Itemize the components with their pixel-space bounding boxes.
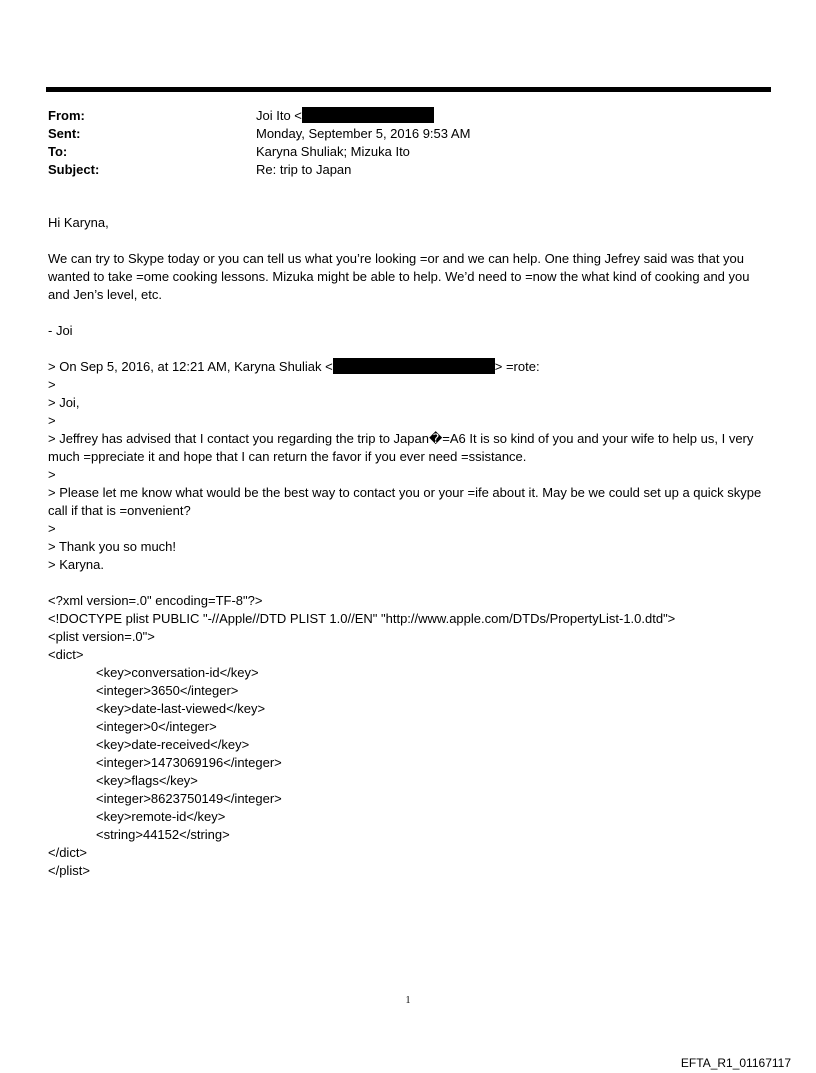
quote-line: > Karyna. xyxy=(48,557,105,572)
plist-line: <key>date-last-viewed</key> xyxy=(96,701,266,716)
plist-line: <string>44152</string> xyxy=(96,827,230,842)
document-id: EFTA_R1_01167117 xyxy=(680,1056,791,1070)
plist-line: <key>remote-id</key> xyxy=(96,809,226,824)
plist-line: </plist> xyxy=(48,863,90,878)
plist-line: <?xml version=.0" encoding=TF-8"?> xyxy=(48,593,263,608)
plist-line: <!DOCTYPE plist PUBLIC "-//Apple//DTD PLIST 1.0//EN" "http://www.apple.com/DTDs/PropertyList-1.0.dtd"> xyxy=(48,611,676,626)
quote-intro-suffix: > =rote: xyxy=(494,359,540,374)
plist-line: <plist version=.0"> xyxy=(48,629,155,644)
email-body xyxy=(48,214,773,880)
plist-line: <key>flags</key> xyxy=(96,773,198,788)
from-name: Joi Ito < xyxy=(256,108,302,123)
page-number: 1 xyxy=(405,995,411,1006)
plist-line: <key>date-received</key> xyxy=(96,737,250,752)
redaction-box xyxy=(333,358,495,374)
redaction-box xyxy=(302,107,434,123)
subject-value: Re: trip to Japan xyxy=(256,162,352,177)
from-value xyxy=(256,107,434,125)
quote-line: > xyxy=(48,413,56,428)
message-paragraph: We can try to Skype today or you can tell us what you’re looking =or and we can help. One thing Jefrey said was that you wanted to take =ome cooking lessons. Mizuka might be able to help. We’d need to =now the what kind of cooking and you and Jen’s level, etc. xyxy=(48,251,750,302)
plist-line: <dict> xyxy=(48,647,84,662)
quote-intro xyxy=(48,358,773,376)
signoff: - Joi xyxy=(48,323,73,338)
quote-line: > xyxy=(48,521,56,536)
subject-label: Subject: xyxy=(48,162,100,177)
sent-label: Sent: xyxy=(48,126,81,141)
quote-line: > Jeffrey has advised that I contact you regarding the trip to Japan�=A6 It is so kind of you and your wife to help us, I very much =ppreciate it and hope that I can return the favor if you ever need =ssistance. xyxy=(48,431,754,464)
quote-line: > xyxy=(48,467,56,482)
plist-line: <integer>0</integer> xyxy=(96,719,217,734)
to-value: Karyna Shuliak; Mizuka Ito xyxy=(256,144,410,159)
plist-line: <integer>8623750149</integer> xyxy=(96,791,282,806)
header-divider xyxy=(46,87,771,92)
plist-line: </dict> xyxy=(48,845,88,860)
sent-value: Monday, September 5, 2016 9:53 AM xyxy=(256,126,471,141)
quote-line: > Thank you so much! xyxy=(48,539,177,554)
greeting: Hi Karyna, xyxy=(48,215,109,230)
quote-line: > Please let me know what would be the best way to contact you or your =ife about it. May be we could set up a quick skype call if that is =onvenient? xyxy=(48,485,762,518)
plist-line: <integer>1473069196</integer> xyxy=(96,755,282,770)
quote-line: > xyxy=(48,377,56,392)
plist-line: <key>conversation-id</key> xyxy=(96,665,259,680)
quote-intro-prefix: > On Sep 5, 2016, at 12:21 AM, Karyna Shuliak < xyxy=(48,359,333,374)
quote-line: > Joi, xyxy=(48,395,80,410)
plist-line: <integer>3650</integer> xyxy=(96,683,239,698)
from-label: From: xyxy=(48,108,85,123)
to-label: To: xyxy=(48,144,68,159)
